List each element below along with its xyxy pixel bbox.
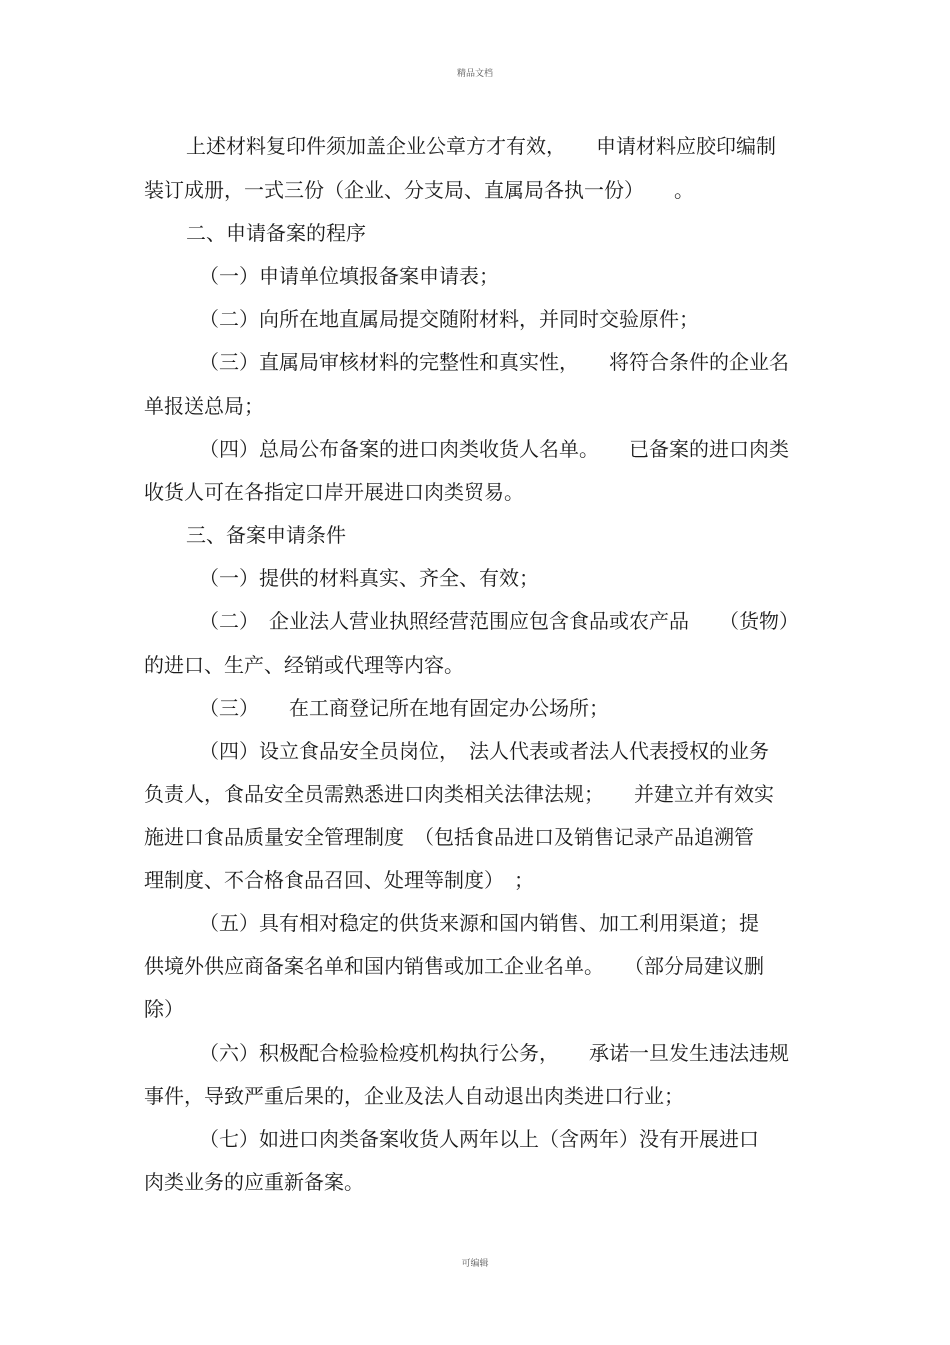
body-line: 单报送总局； [144,394,264,418]
body-line: 收货人可在各指定口岸开展进口肉类贸易。 [144,480,524,504]
body-line: 供境外供应商备案名单和国内销售或加工企业名单。 （部分局建议删 [144,954,764,978]
body-line: 理制度、不合格食品召回、处理等制度） ； [144,868,534,892]
body-line: 肉类业务的应重新备案。 [144,1170,364,1194]
list-item: （三）直属局审核材料的完整性和真实性， 将符合条件的企业名 [199,350,789,374]
list-item: （二）向所在地直属局提交随附材料，并同时交验原件； [199,307,699,331]
page-footer: 可编辑 [461,1259,489,1269]
list-item: （五）具有相对稳定的供货来源和国内销售、加工利用渠道；提 [199,911,759,935]
body-line: 施进口食品质量安全管理制度 （包括食品进口及销售记录产品追溯管 [144,825,754,849]
body-line: 的进口、生产、经销或代理等内容。 [144,653,464,677]
body-line: 负责人，食品安全员需熟悉进口肉类相关法律法规； 并建立并有效实 [144,782,774,806]
body-line: 上述材料复印件须加盖企业公章方才有效， 申请材料应胶印编制 [186,134,776,158]
body-line: 除） [144,997,184,1021]
body-line: 装订成册，一式三份（企业、分支局、直属局各执一份） 。 [144,178,694,202]
section-heading: 三、备案申请条件 [186,523,346,547]
list-item: （四）设立食品安全员岗位， 法人代表或者法人代表授权的业务 [199,739,769,763]
list-item: （三） 在工商登记所在地有固定办公场所； [199,696,609,720]
list-item: （一）提供的材料真实、齐全、有效； [199,566,539,590]
list-item: （四）总局公布备案的进口肉类收货人名单。 已备案的进口肉类 [199,437,789,461]
list-item: （一）申请单位填报备案申请表； [199,264,499,288]
list-item: （二） 企业法人营业执照经营范围应包含食品或农产品 （货物） [199,609,799,633]
section-heading: 二、申请备案的程序 [186,221,366,245]
page-header: 精品文档 [456,69,493,79]
list-item: （七）如进口肉类备案收货人两年以上（含两年）没有开展进口 [199,1127,759,1151]
list-item: （六）积极配合检验检疫机构执行公务， 承诺一旦发生违法违规 [199,1041,789,1065]
body-line: 事件，导致严重后果的，企业及法人自动退出肉类进口行业； [144,1084,684,1108]
